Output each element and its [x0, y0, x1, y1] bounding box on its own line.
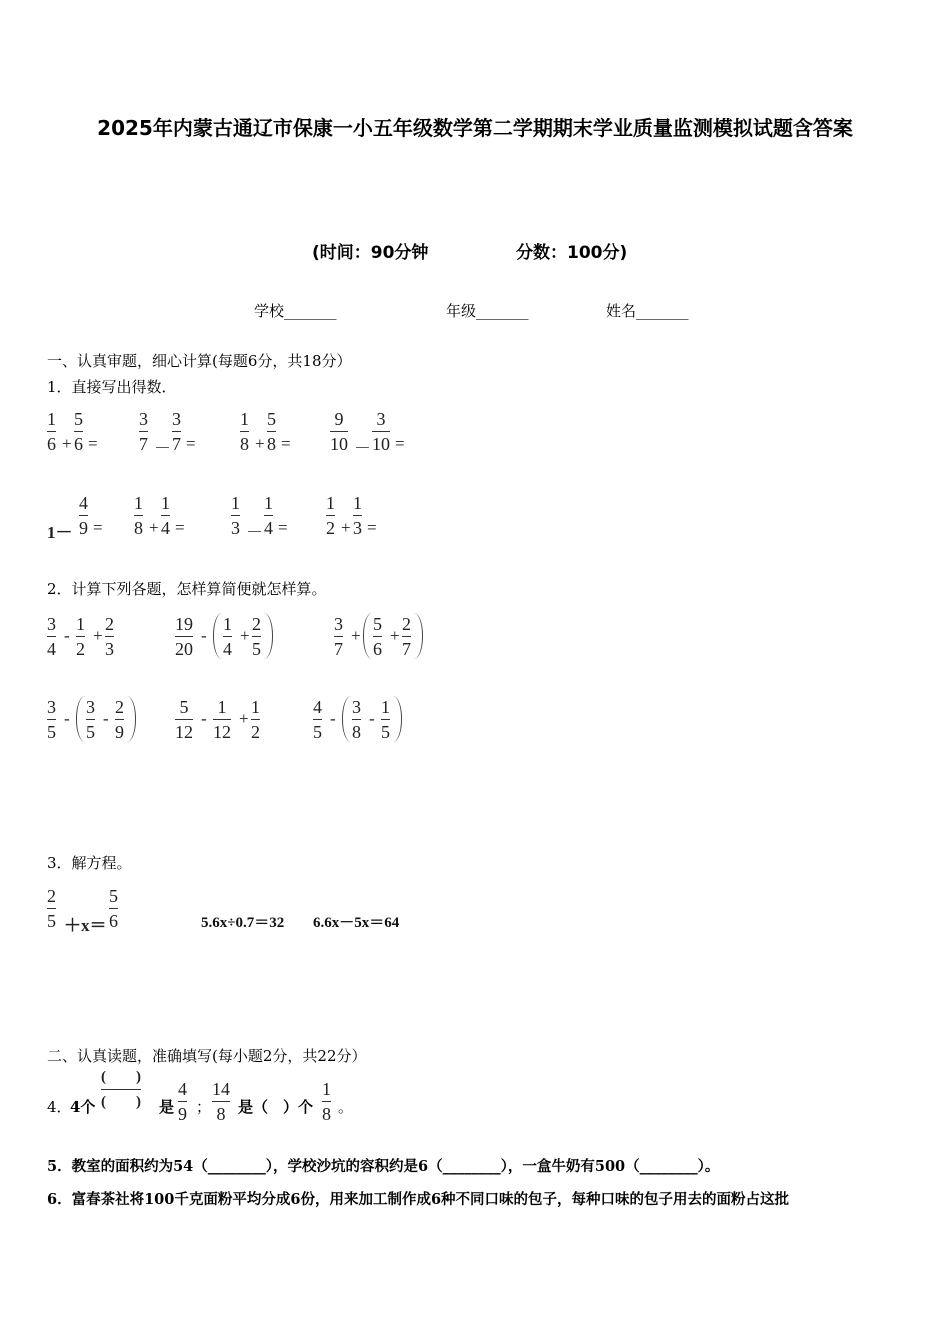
q4-blank-fraction	[101, 1066, 141, 1113]
denominator: 5	[252, 639, 261, 659]
q1-operator-7: +	[341, 518, 351, 537]
q2-fraction-3-4	[251, 696, 260, 743]
q1-fraction-b-2	[267, 408, 276, 455]
q1-fraction-a-3	[330, 408, 348, 455]
numerator: 1	[251, 697, 260, 717]
q2-fraction-1-5	[313, 696, 322, 743]
q4-mid: 是（ ）个	[238, 1098, 314, 1116]
denominator: 6	[74, 434, 83, 454]
q1-fraction-b-3	[372, 408, 390, 455]
q4-is: 是	[159, 1098, 175, 1116]
numerator: 4	[79, 493, 88, 513]
q2-operator-1-5: -	[330, 709, 336, 728]
denominator: 8	[240, 434, 249, 454]
denominator: 6	[109, 911, 118, 931]
q1-equals-3: =	[395, 434, 405, 453]
q1-equals-6: =	[278, 518, 288, 537]
q2-fraction-2-0	[76, 613, 85, 660]
numerator: 1	[231, 493, 240, 513]
q1-operator-2: +	[255, 434, 265, 453]
denominator: 2	[251, 722, 260, 742]
numerator: 14	[212, 1079, 230, 1099]
numerator: 1	[161, 493, 170, 513]
q1-fraction-b-4	[79, 492, 88, 539]
denominator: 5	[313, 722, 322, 742]
denominator: 4	[264, 518, 273, 538]
numerator: 2	[47, 886, 56, 906]
numerator: 1	[264, 493, 273, 513]
denominator: 3	[353, 518, 362, 538]
q3-fraction-2	[109, 885, 118, 932]
q3-equation-mid: ＋x＝	[64, 916, 107, 935]
question-3-prompt: 3．解方程。	[47, 854, 132, 872]
q2-parentheses-5	[342, 696, 402, 742]
denominator-blank: ( )	[101, 1094, 141, 1110]
q1-fraction-b-7	[353, 492, 362, 539]
q2-operator-2-5: -	[369, 709, 375, 728]
numerator: 2	[402, 614, 411, 634]
q2-fraction-1-2	[334, 613, 343, 660]
name-field: 姓名_______	[606, 302, 689, 320]
denominator: 20	[175, 639, 193, 659]
q1-fraction-a-1	[139, 408, 148, 455]
denominator: 4	[47, 639, 56, 659]
question-2-prompt: 2．计算下列各题，怎样算简便就怎样算。	[47, 580, 327, 598]
denominator: 4	[223, 639, 232, 659]
numerator: 3	[172, 409, 181, 429]
q4-lead: 4个	[70, 1098, 96, 1116]
denominator: 6	[47, 434, 56, 454]
numerator: 1	[47, 409, 56, 429]
numerator: 4	[178, 1079, 187, 1099]
denominator: 2	[326, 518, 335, 538]
numerator: 1	[134, 493, 143, 513]
denominator: 10	[372, 434, 390, 454]
q1-operator-5: +	[149, 518, 159, 537]
q1-equals-2: =	[281, 434, 291, 453]
q1-fraction-a-5	[134, 492, 143, 539]
question-4-number: 4．	[47, 1098, 72, 1116]
q4-end: 。	[338, 1098, 354, 1116]
numerator: 1	[322, 1079, 331, 1099]
q1-fraction-b-5	[161, 492, 170, 539]
numerator: 1	[353, 493, 362, 513]
denominator: 8	[267, 434, 276, 454]
q2-fraction-1-1	[175, 613, 193, 660]
denominator: 3	[231, 518, 240, 538]
numerator: 5	[267, 409, 276, 429]
q1-equals-1: =	[186, 434, 196, 453]
numerator: 4	[313, 697, 322, 717]
numerator: 3	[47, 614, 56, 634]
q2-operator-2-3: -	[103, 709, 109, 728]
q1-equals-4: =	[93, 518, 103, 537]
q2-operator-2-0: +	[93, 626, 103, 645]
numerator: 1	[381, 697, 390, 717]
denominator: 2	[76, 639, 85, 659]
numerator: 3	[47, 697, 56, 717]
question-6: 6．富春茶社将100千克面粉平均分成6份，用来加工制作成6种不同口味的包子，每种口味的包子用去的面粉占这批	[47, 1191, 790, 1208]
q2-parentheses-3	[76, 696, 136, 742]
q1-fraction-b-6	[264, 492, 273, 539]
q3-equation-2: 5.6x÷0.7＝32	[201, 915, 285, 931]
q2-fraction-3-0	[105, 613, 114, 660]
denominator: 8	[134, 518, 143, 538]
q1-fraction-a-0	[47, 408, 56, 455]
numerator: 9	[334, 409, 344, 429]
denominator: 4	[161, 518, 170, 538]
numerator: 1	[223, 614, 232, 634]
numerator: 3	[334, 614, 343, 634]
q2-fraction-2-4	[213, 696, 231, 743]
question-1-prompt: 1．直接写出得数．	[47, 378, 177, 396]
q2-operator-1-2: +	[351, 626, 361, 645]
q2-fraction-1-4	[175, 696, 193, 743]
numerator: 3	[139, 409, 148, 429]
denominator: 7	[172, 434, 181, 454]
q1-equals-7: =	[367, 518, 377, 537]
q2-operator-2-2: +	[390, 626, 400, 645]
q3-equation-3: 6.6x－5x＝64	[313, 915, 400, 931]
numerator: 5	[109, 886, 118, 906]
denominator: 9	[79, 518, 88, 538]
section-1-heading: 一、认真审题，细心计算(每题6分，共18分）	[47, 352, 352, 370]
q1-fraction-a-7	[326, 492, 335, 539]
numerator-blank: ( )	[101, 1069, 141, 1085]
q4-fraction-2	[212, 1078, 230, 1125]
q3-fraction-1	[47, 885, 56, 932]
q2-operator-1-1: -	[201, 626, 207, 645]
denominator: 12	[175, 722, 193, 742]
denominator: 3	[105, 639, 114, 659]
denominator: 8	[352, 722, 361, 742]
denominator: 7	[139, 434, 148, 454]
q1-equals-0: =	[88, 434, 98, 453]
denominator: 5	[47, 722, 56, 742]
q2-operator-1-3: -	[64, 709, 70, 728]
q1-operator-1: －	[154, 439, 171, 458]
q2-fraction-1-0	[47, 613, 56, 660]
question-5: 5．教室的面积约为54（________），学校沙坑的容积约是6（________），一盒牛奶有500（________）。	[47, 1158, 720, 1175]
q1-operator-6: －	[246, 523, 263, 542]
denominator: 9	[115, 722, 124, 742]
numerator: 19	[175, 614, 193, 634]
q4-fraction-1	[178, 1078, 187, 1125]
q1-fraction-a-2	[240, 408, 249, 455]
q1-operator-0: +	[62, 434, 72, 453]
denominator: 7	[402, 639, 411, 659]
q1-fraction-a-6	[231, 492, 240, 539]
numerator: 2	[252, 614, 261, 634]
numerator: 1	[326, 493, 335, 513]
q4-separator: ；	[196, 1098, 212, 1116]
q1-lead-4: 1－	[47, 523, 73, 542]
numerator: 3	[376, 409, 386, 429]
page-title: 2025年内蒙古通辽市保康一小五年级数学第二学期期末学业质量监测模拟试题含答案	[97, 116, 853, 140]
school-field: 学校_______	[254, 302, 337, 320]
numerator: 2	[115, 697, 124, 717]
exam-time: (时间：90分钟	[312, 243, 429, 263]
denominator: 6	[373, 639, 382, 659]
denominator: 8	[322, 1104, 331, 1124]
numerator: 3	[86, 697, 95, 717]
numerator: 1	[76, 614, 85, 634]
numerator: 2	[105, 614, 114, 634]
q4-fraction-3	[322, 1078, 331, 1125]
numerator: 1	[217, 697, 227, 717]
denominator: 5	[47, 911, 56, 931]
q2-fraction-1-3	[47, 696, 56, 743]
q2-parentheses-1	[213, 613, 273, 659]
denominator: 10	[330, 434, 348, 454]
grade-field: 年级_______	[446, 302, 529, 320]
q1-fraction-b-1	[172, 408, 181, 455]
q1-operator-3: －	[354, 439, 371, 458]
numerator: 3	[352, 697, 361, 717]
q1-equals-5: =	[175, 518, 185, 537]
q2-operator-2-4: +	[239, 709, 249, 728]
denominator: 8	[216, 1104, 226, 1124]
q2-operator-2-1: +	[240, 626, 250, 645]
numerator: 5	[373, 614, 382, 634]
numerator: 5	[74, 409, 83, 429]
q2-operator-1-0: -	[64, 626, 70, 645]
q1-fraction-b-0	[74, 408, 83, 455]
denominator: 12	[213, 722, 231, 742]
numerator: 1	[240, 409, 249, 429]
denominator: 9	[178, 1104, 187, 1124]
exam-score: 分数：100分)	[516, 243, 628, 263]
q2-parentheses-2	[363, 613, 423, 659]
denominator: 5	[381, 722, 390, 742]
numerator: 5	[179, 697, 189, 717]
denominator: 7	[334, 639, 343, 659]
q2-operator-1-4: -	[201, 709, 207, 728]
denominator: 5	[86, 722, 95, 742]
section-2-heading: 二、认真读题，准确填写(每小题2分，共22分）	[47, 1047, 367, 1065]
